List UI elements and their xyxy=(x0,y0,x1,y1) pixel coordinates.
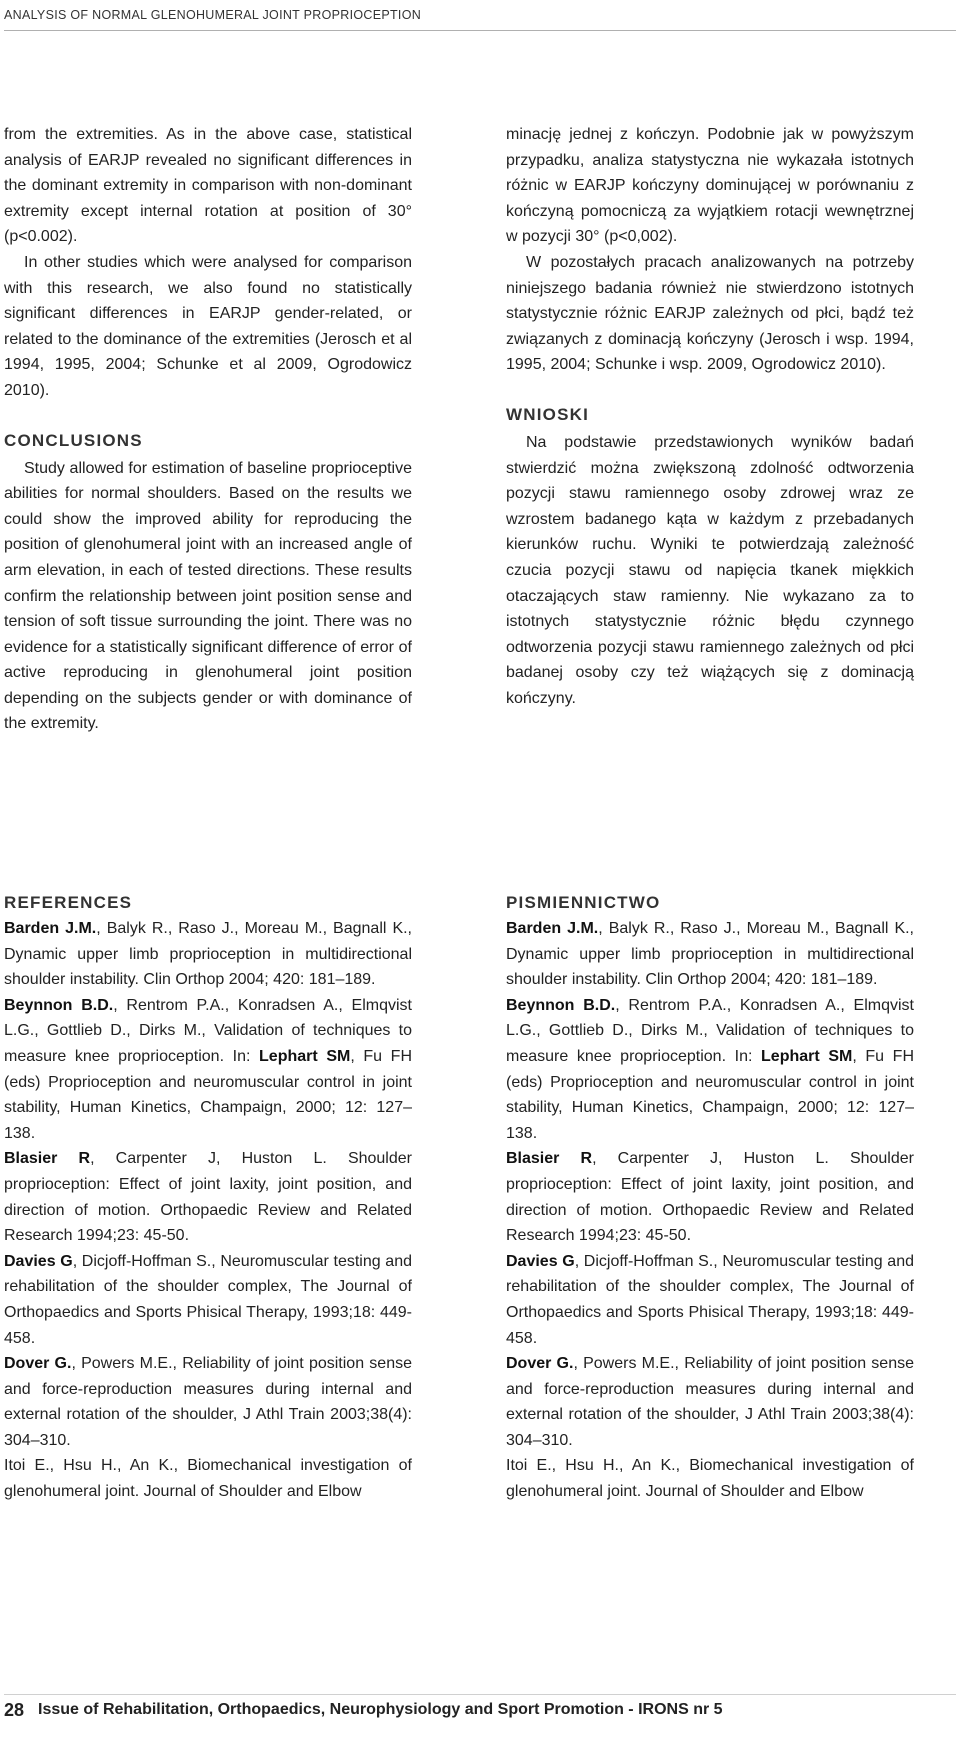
body-paragraph: minację jednej z kończyn. Podobnie jak w powyższym przypadku, analiza statystyczna nie wykazała istotnych różnic w EARJP kończyny dominującej w porównaniu z kończyną pomocniczą za wyjątkiem rotacji wewnętrznej w pozycji 30° (p<0,002). xyxy=(506,126,914,246)
running-title: ANALYSIS OF NORMAL GLENOHUMERAL JOINT PROPRIOCEPTION xyxy=(4,8,422,22)
reference-item: Blasier R, Carpenter J, Huston L. Shoulder proprioception: Effect of joint laxity, joint position, and direction of motion. Orthopaedic Review and Related Research 1994;23: 45-50. xyxy=(506,1150,914,1245)
references-heading: REFERENCES xyxy=(4,893,133,912)
conclusions-paragraph: Na podstawie przedstawionych wyników badań stwierdzić można zwiększoną zdolność odtworzenia pozycji stawu ramiennego osoby zdrowej wraz ze wzrostem badanego kąta w każdym z przebadanych kierunków ruchu. Wyniki te potwierdzają zależność czucia pozycji stawu od napięcia tkanek miękkich otaczających staw ramienny. Nie wykazano za to istotnych statystycznie różnic błędu czynnego odtworzenia pozycji stawu ramiennego zależnych od płci badanej osoby czy też wiążących się z dominacją kończyny. xyxy=(506,433,914,707)
conclusions-heading: CONCLUSIONS xyxy=(4,430,143,450)
reference-item: Itoi E., Hsu H., An K., Biomechanical investigation of glenohumeral joint. Journal of Shoulder and Elbow xyxy=(506,1457,914,1501)
running-header xyxy=(4,0,956,31)
conclusions-paragraph: Study allowed for estimation of baseline proprioceptive abilities for normal shoulders. Based on the results we could show the improved ability for reproducing the position of glenohumeral joint with an increased angle of arm elevation, in each of tested directions. These results confirm the relationship between joint position sense and tension of soft tissue surrounding the joint. There was no evidence for a statistically significant difference of error of active reproducing in glenohumeral joint position depending on the subjects gender or with dominance of the extremity. xyxy=(4,459,412,733)
reference-item: Davies G, Dicjoff-Hoffman S., Neuromuscular testing and rehabilitation of the shoulder complex, The Journal of Orthopaedics and Sports Phisical Therapy, 1993;18: 449-458. xyxy=(506,1252,914,1347)
reference-item: Davies G, Dicjoff-Hoffman S., Neuromuscular testing and rehabilitation of the shoulder complex, The Journal of Orthopaedics and Sports Phisical Therapy, 1993;18: 449-458. xyxy=(4,1252,412,1347)
journal-name: Issue of Rehabilitation, Orthopaedics, Neurophysiology and Sport Promotion - IRONS nr 5 xyxy=(38,1701,723,1718)
references-heading: PISMIENNICTWO xyxy=(506,893,661,912)
references-column-en xyxy=(4,892,412,1505)
reference-item: Beynnon B.D., Rentrom P.A., Konradsen A., Elmqvist L.G., Gottlieb D., Dirks M., Validation of techniques to measure knee proprioception. In: Lephart SM, Fu FH (eds) Proprioception and neuromuscular control in joint stability, Human Kinetics, Champaign, 2000; 12: 127–138. xyxy=(506,996,914,1142)
references-column-pl xyxy=(506,892,914,1505)
reference-item: Barden J.M., Balyk R., Raso J., Moreau M., Bagnall K., Dynamic upper limb proprioception in multidirectional shoulder instability. Clin Orthop 2004; 420: 181–189. xyxy=(4,920,413,989)
polish-text-column xyxy=(506,122,914,711)
page-footer xyxy=(4,1694,956,1725)
body-paragraph: In other studies which were analysed for comparison with this research, we also found no statistically significant differences in EARJP gender-related, or related to the dominance of the extremities (Jerosch et al 1994, 1995, 2004; Schunke et al 2009, Ogrodowicz 2010). xyxy=(4,253,412,399)
page-number: 28 xyxy=(4,1699,25,1720)
conclusions-heading: WNIOSKI xyxy=(506,404,590,424)
reference-item: Dover G., Powers M.E., Reliability of joint position sense and force-reproduction measures during internal and external rotation of the shoulder, J Athl Train 2003;38(4): 304–310. xyxy=(4,1355,413,1449)
english-text-column xyxy=(4,122,412,737)
reference-item: Dover G., Powers M.E., Reliability of joint position sense and force-reproduction measures during internal and external rotation of the shoulder, J Athl Train 2003;38(4): 304–310. xyxy=(506,1355,915,1449)
body-paragraph: W pozostałych pracach analizowanych na potrzeby niniejszego badania również nie stwierdzono istotnych statystycznie różnic EARJP zależnych od płci, bądź też związanych z dominacją kończyny (Jerosch i wsp. 1994, 1995, 2004; Schunke i wsp. 2009, Ogrodowicz 2010). xyxy=(506,253,914,374)
reference-item: Beynnon B.D., Rentrom P.A., Konradsen A., Elmqvist L.G., Gottlieb D., Dirks M., Validation of techniques to measure knee proprioception. In: Lephart SM, Fu FH (eds) Proprioception and neuromuscular control in joint stability, Human Kinetics, Champaign, 2000; 12: 127–138. xyxy=(4,996,412,1142)
reference-item: Blasier R, Carpenter J, Huston L. Shoulder proprioception: Effect of joint laxity, joint position, and direction of motion. Orthopaedic Review and Related Research 1994;23: 45-50. xyxy=(4,1150,412,1245)
reference-item: Itoi E., Hsu H., An K., Biomechanical investigation of glenohumeral joint. Journal of Shoulder and Elbow xyxy=(4,1457,412,1501)
reference-item: Barden J.M., Balyk R., Raso J., Moreau M., Bagnall K., Dynamic upper limb proprioception in multidirectional shoulder instability. Clin Orthop 2004; 420: 181–189. xyxy=(506,920,915,989)
body-paragraph: from the extremities. As in the above case, statistical analysis of EARJP revealed no significant differences in the dominant extremity in comparison with non-dominant extremity except internal rotation at position of 30° (p<0.002). xyxy=(4,126,412,246)
